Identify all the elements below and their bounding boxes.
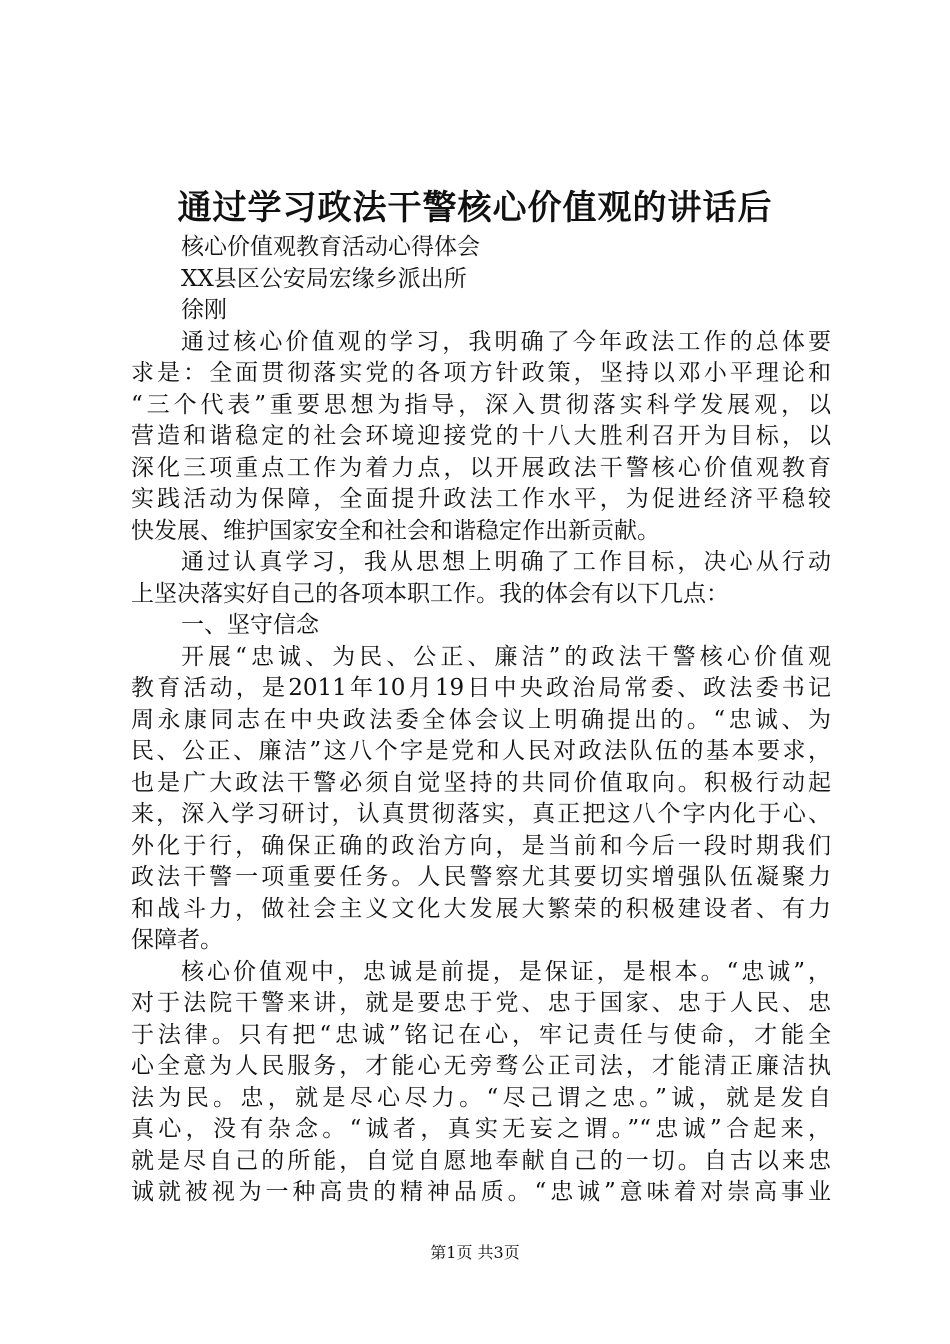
page-footer: 第1页 共3页 bbox=[430, 1243, 520, 1262]
text-line: 心全意为人民服务，才能心无旁骛公正司法，才能清正廉洁执 bbox=[131, 1053, 831, 1079]
text-line: 也是广大政法干警必须自觉坚持的共同价值取向。积极行动起 bbox=[131, 769, 831, 796]
text-line: 上坚决落实好自己的各项本职工作。我的体会有以下几点： bbox=[131, 580, 729, 607]
text-line: XX县区公安局宏缘乡派出所 bbox=[181, 265, 467, 292]
text-line: 求是：全面贯彻落实党的各项方针政策，坚持以邓小平理论和 bbox=[131, 360, 831, 386]
text-line: 诚就被视为一种高贵的精神品质。“忠诚”意味着对崇高事业 bbox=[131, 1179, 831, 1205]
text-line: 通过核心价值观的学习，我明确了今年政法工作的总体要 bbox=[181, 328, 831, 355]
text-line: 徐刚 bbox=[181, 297, 227, 323]
text-line: 于法律。只有把“忠诚”铭记在心，牢记责任与使命，才能全 bbox=[131, 1021, 831, 1048]
text-line: 一、坚守信念 bbox=[181, 612, 319, 638]
text-line: 实践活动为保障，全面提升政法工作水平，为促进经济平稳较 bbox=[131, 486, 831, 512]
text-line: 营造和谐稳定的社会环境迎接党的十八大胜利召开为目标，以 bbox=[131, 423, 831, 449]
text-line: 保障者。 bbox=[131, 927, 223, 953]
text-line: 开展“忠诚、为民、公正、廉洁”的政法干警核心价值观 bbox=[181, 643, 831, 670]
text-line: “三个代表”重要思想为指导，深入贯彻落实科学发展观，以 bbox=[131, 391, 831, 418]
text-line: 通过认真学习，我从思想上明确了工作目标，决心从行动 bbox=[181, 549, 831, 575]
text-line: 对于法院干警来讲，就是要忠于党、忠于国家、忠于人民、忠 bbox=[131, 990, 831, 1016]
text-line: 法为民。忠，就是尽心尽力。“尽己谓之忠。”诚，就是发自 bbox=[131, 1084, 831, 1111]
text-line: 核心价值观中，忠诚是前提，是保证，是根本。“忠诚”， bbox=[181, 958, 831, 985]
text-line: 就是尽自己的所能，自觉自愿地奉献自己的一切。自古以来忠 bbox=[131, 1147, 831, 1174]
text-line: 民、公正、廉洁”这八个字是党和人民对政法队伍的基本要求， bbox=[131, 738, 831, 764]
text-line: 深化三项重点工作为着力点，以开展政法干警核心价值观教育 bbox=[131, 454, 831, 481]
text-line: 核心价值观教育活动心得体会 bbox=[181, 234, 480, 260]
text-line: 快发展、维护国家安全和社会和谐稳定作出新贡献。 bbox=[131, 517, 660, 544]
document-body bbox=[131, 232, 831, 1209]
text-line: 外化于行，确保正确的政治方向，是当前和今后一段时期我们 bbox=[131, 832, 831, 859]
text-line: 来，深入学习研讨，认真贯彻落实，真正把这八个字内化于心、 bbox=[131, 801, 831, 827]
text-line: 周永康同志在中央政法委全体会议上明确提出的。“忠诚、为 bbox=[131, 706, 831, 733]
text-line: 教育活动，是2011年10月19日中央政治局常委、政法委书记 bbox=[131, 675, 831, 701]
text-line: 政法干警一项重要任务。人民警察尤其要切实增强队伍凝聚力 bbox=[131, 864, 831, 890]
document-title: 通过学习政法干警核心价值观的讲话后 bbox=[177, 188, 773, 228]
text-line: 真心，没有杂念。“诚者，真实无妄之谓。”“忠诚”合起来， bbox=[131, 1116, 831, 1142]
text-line: 和战斗力，做社会主义文化大发展大繁荣的积极建设者、有力 bbox=[131, 895, 831, 922]
